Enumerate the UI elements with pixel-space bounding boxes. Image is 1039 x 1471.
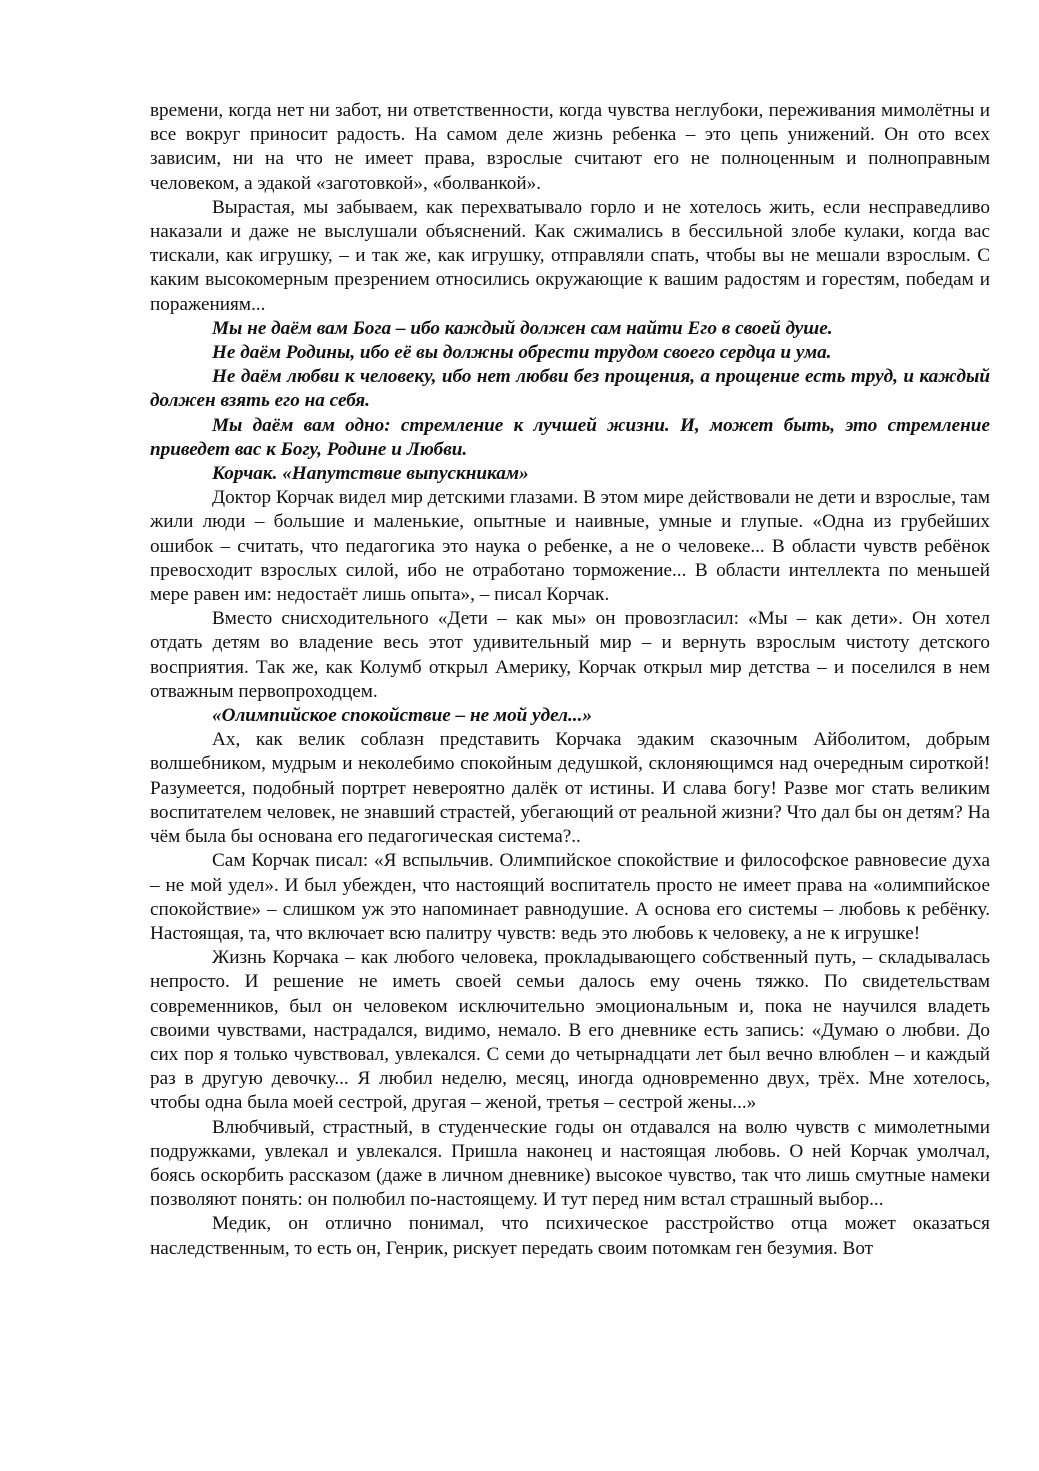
paragraph-childhood-humiliation: времени, когда нет ни забот, ни ответственности, когда чувства неглубоки, переживания мимолётны и все вокруг приносит радость. На самом деле жизнь ребенка – это цепь унижений. Он ото всех зависим, ни на что не имеет права, взрослые считают его не полноценным и полноправным человеком, а эдакой «заготовкой», «болванкой». — [150, 100, 990, 194]
paragraph-childs-eyes: Доктор Корчак видел мир детскими глазами. В этом мире действовали не дети и взрослые, там жили люди – большие и маленькие, опытные и наивные, умные и глупые. «Одна из грубейших ошибок – считать, что педагогика это наука о ребенке, а не о человеке... В области чувств ребёнок превосходит взрослых силой, ибо не отработано торможение... В области интеллекта по меньшей мере равен им: недостаёт лишь опыта», – писал Корчак. — [150, 487, 990, 606]
paragraph-aibolit: Ах, как велик соблазн представить Корчака эдаким сказочным Айболитом, добрым волшебником, мудрым и неколебимо спокойным дедушкой, склоняющимся над очередным сироткой! Разумеется, подобный портрет невероятно далёк от истины. И слава богу! Разве мог стать великим воспитателем человек, не знавший страстей, убегающий от реальной жизни? Что дал бы он детям? На чём была бы основана его педагогическая система?.. — [150, 729, 990, 848]
paragraph-life-not-easy: Жизнь Корчака – как любого человека, прокладывающего собственный путь, – складывалась непросто. И решение не иметь своей семьи далось ему очень тяжко. По свидетельствам современников, был он человеком исключительно эмоциональным и, пока не научился владеть своими чувствами, настрадался, видимо, немало. В его дневнике есть запись: «Думаю о любви. До сих пор я только чувствовал, увлекался. С семи до четырнадцати лет был вечно влюблен – и каждый раз в другую девочку... Я любил неделю, месяц, иногда одновременно двух, трёх. Мне хотелось, чтобы одна была моей сестрой, другая – женой, третья – сестрой жены...» — [150, 947, 990, 1114]
paragraph-student-years: Влюбчивый, страстный, в студенческие годы он отдавался на волю чувств с мимолетными подружками, увлекал и увлекался. Пришла наконец и настоящая любовь. О ней Корчак умолчал, боясь оскорбить рассказом (даже в личном дневнике) высокое чувство, так что лишь смутные намеки позволяют понять: он полюбил по-настоящему. И тут перед ним встал страшный выбор... — [150, 1116, 990, 1211]
document-page — [150, 99, 990, 1261]
paragraph-like-children: Вместо снисходительного «Дети – как мы» он провозгласил: «Мы – как дети». Он хотел отдать детям во владение весь этот удивительный мир – и вернуть взрослым чистоту детского восприятия. Так же, как Колумб открыл Америку, Корчак открыл мир детства – и поселился в нем отважным первопроходцем. — [150, 608, 990, 702]
section-heading-olympic-calm: «Олимпийское спокойствие – не мой удел...» — [212, 705, 592, 727]
quote-line-god: Мы не даём вам Бога – ибо каждый должен сам найти Его в своей душе. — [212, 317, 833, 339]
paragraph-growing-up: Вырастая, мы забываем, как перехватывало горло и не хотелось жить, если несправедливо наказали и даже не выслушали объяснений. Как сжимались в бессильной злобе кулаки, когда вас тискали, как игрушку, – и так же, как игрушку, отправляли спать, чтобы вы не мешали взрослым. С каким высокомерным презрением относились окружающие к вашим радостям и горестям, победам и поражениям... — [150, 196, 990, 315]
quote-line-love: Не даём любви к человеку, ибо нет любви без прощения, а прощение есть труд, и каждый должен взять его на себя. — [150, 366, 990, 412]
quote-attribution: Корчак. «Напутствие выпускникам» — [212, 463, 529, 485]
quote-line-aspiration: Мы даём вам одно: стремление к лучшей жизни. И, может быть, это стремление приведет вас к Богу, Родине и Любви. — [150, 414, 990, 460]
quote-line-homeland: Не даём Родины, ибо её вы должны обрести трудом своего сердца и ума. — [212, 342, 832, 364]
paragraph-hot-tempered: Сам Корчак писал: «Я вспыльчив. Олимпийское спокойствие и философское равновесие духа – не мой удел». И был убежден, что настоящий воспитатель просто не имеет права на «олимпийское спокойствие» – слишком уж это напоминает равнодушие. А основа его системы – любовь к ребёнку. Настоящая, та, что включает всю палитру чувств: ведь это любовь к человеку, а не к игрушке! — [150, 850, 990, 944]
paragraph-medic: Медик, он отлично понимал, что психическое расстройство отца может оказаться наследственным, то есть он, Генрик, рискует передать своим потомкам ген безумия. Вот — [150, 1213, 990, 1259]
